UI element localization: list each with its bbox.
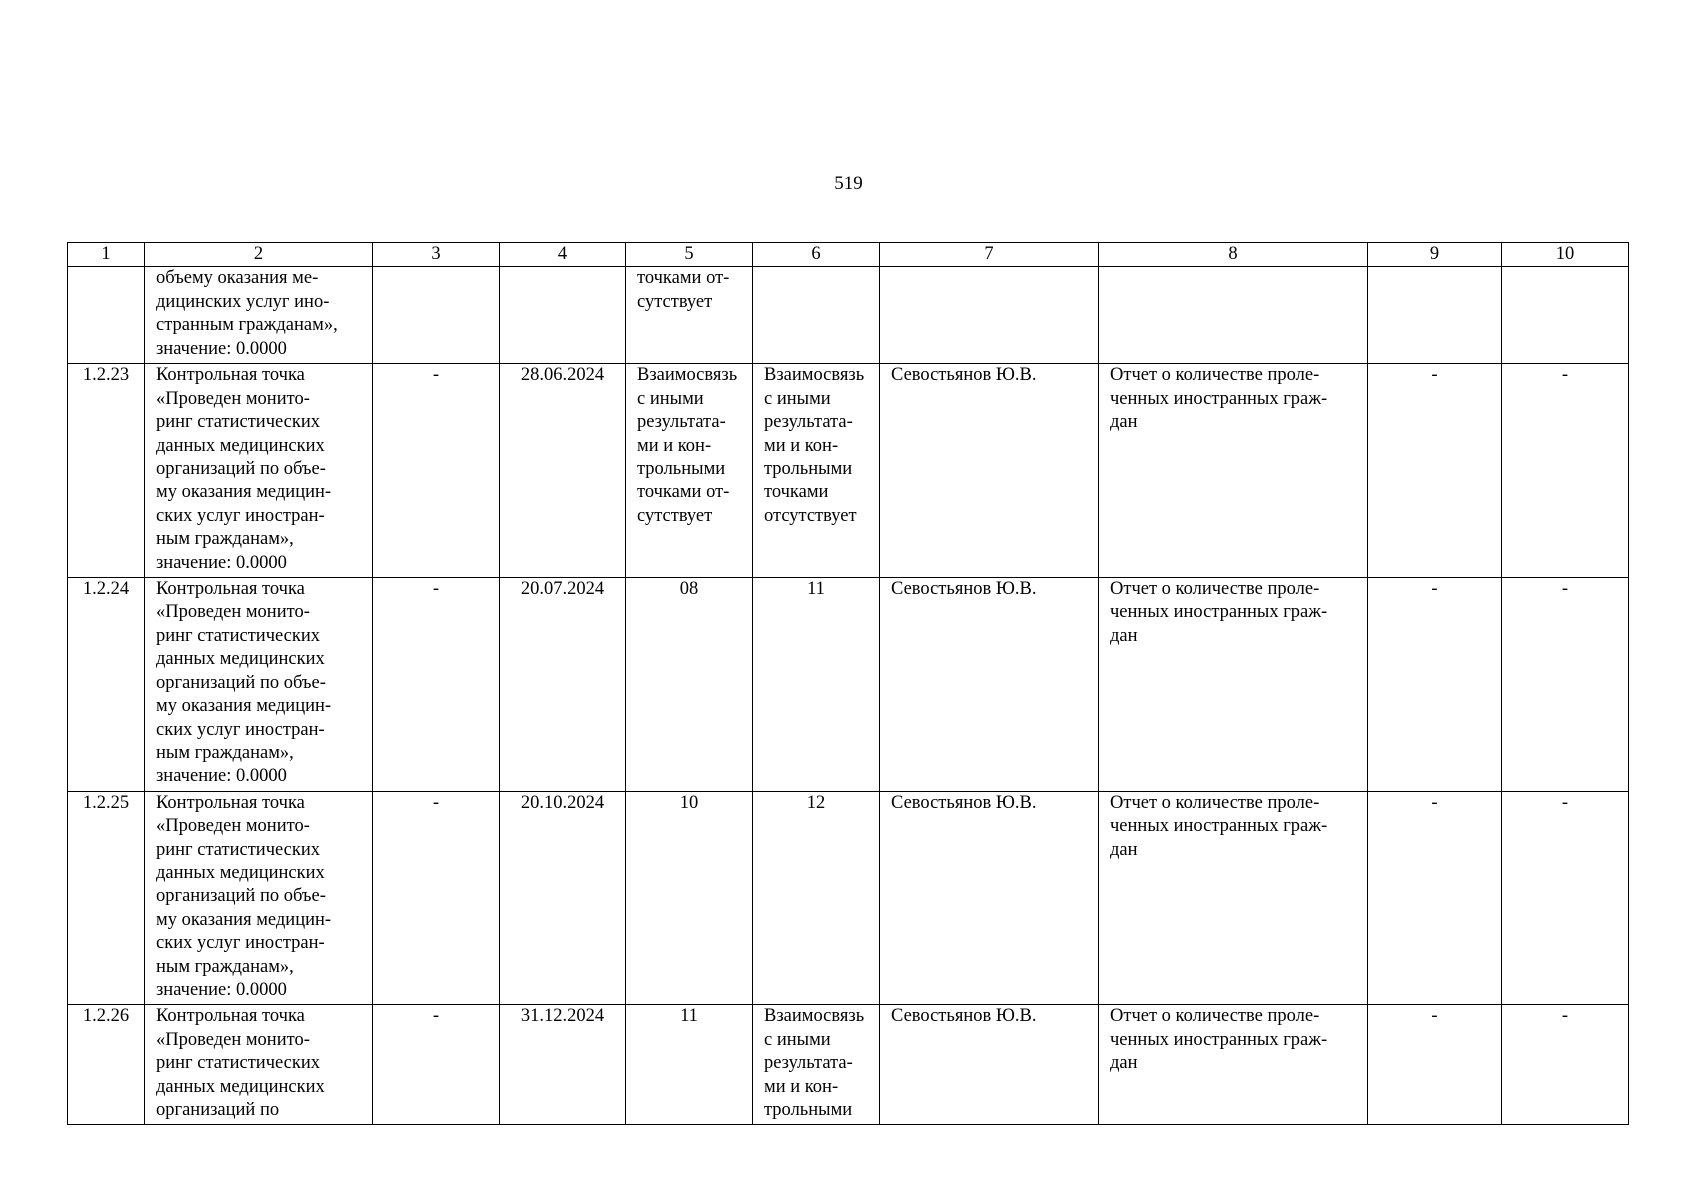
cell-col6: [753, 267, 880, 364]
cell-col6: Взаимосвязь с иными результата- ми и кон- трольными: [753, 1005, 880, 1125]
cell-document: Отчет о количестве проле- ченных иностранных граж- дан: [1099, 1005, 1368, 1125]
column-header: 10: [1502, 243, 1629, 267]
cell-col5: Взаимосвязь с иными результата- ми и кон- трольными точками от- сутствует: [626, 364, 753, 578]
cell-col10: [1502, 267, 1629, 364]
cell-number: 1.2.25: [68, 791, 145, 1005]
cell-col10: -: [1502, 791, 1629, 1005]
cell-number: 1.2.24: [68, 578, 145, 792]
cell-document: Отчет о количестве проле- ченных иностранных граж- дан: [1099, 791, 1368, 1005]
table-row: [68, 1005, 1629, 1125]
cell-col9: -: [1368, 578, 1502, 792]
cell-col10: -: [1502, 578, 1629, 792]
column-header: 9: [1368, 243, 1502, 267]
cell-responsible: Севостьянов Ю.В.: [880, 1005, 1099, 1125]
column-header: 1: [68, 243, 145, 267]
cell-number: [68, 267, 145, 364]
cell-document: [1099, 267, 1368, 364]
cell-col5: 10: [626, 791, 753, 1005]
table-row-continuation: [68, 267, 1629, 364]
cell-col3: -: [373, 791, 500, 1005]
column-header: 2: [145, 243, 373, 267]
column-header: 7: [880, 243, 1099, 267]
cell-responsible: [880, 267, 1099, 364]
cell-date: 31.12.2024: [500, 1005, 626, 1125]
cell-date: [500, 267, 626, 364]
cell-col5: 11: [626, 1005, 753, 1125]
cell-responsible: Севостьянов Ю.В.: [880, 364, 1099, 578]
cell-col9: -: [1368, 791, 1502, 1005]
cell-responsible: Севостьянов Ю.В.: [880, 578, 1099, 792]
cell-col6: 11: [753, 578, 880, 792]
table-row: [68, 578, 1629, 792]
cell-number: 1.2.26: [68, 1005, 145, 1125]
cell-col10: -: [1502, 1005, 1629, 1125]
column-header: 5: [626, 243, 753, 267]
column-header: 8: [1099, 243, 1368, 267]
cell-col5: 08: [626, 578, 753, 792]
column-header: 6: [753, 243, 880, 267]
column-header: 4: [500, 243, 626, 267]
cell-col10: -: [1502, 364, 1629, 578]
cell-col6: 12: [753, 791, 880, 1005]
page-number: 519: [834, 173, 863, 194]
cell-document: Отчет о количестве проле- ченных иностранных граж- дан: [1099, 578, 1368, 792]
cell-col3: -: [373, 578, 500, 792]
table-header-row: [68, 243, 1629, 267]
cell-number: 1.2.23: [68, 364, 145, 578]
cell-description: Контрольная точка «Проведен монито- ринг статистических данных медицинских организаций по объе- му оказания медицин- ских услуг иностран- ным гражданам», значение: 0.0000: [145, 791, 373, 1005]
cell-col6: Взаимосвязь с иными результата- ми и кон- трольными точками отсутствует: [753, 364, 880, 578]
cell-description: объему оказания ме- дицинских услуг ино- странным гражданам», значение: 0.0000: [145, 267, 373, 364]
cell-description: Контрольная точка «Проведен монито- ринг статистических данных медицинских организаций по: [145, 1005, 373, 1125]
cell-date: 20.10.2024: [500, 791, 626, 1005]
cell-col3: -: [373, 1005, 500, 1125]
cell-date: 20.07.2024: [500, 578, 626, 792]
cell-description: Контрольная точка «Проведен монито- ринг статистических данных медицинских организаций по объе- му оказания медицин- ских услуг иностран- ным гражданам», значение: 0.0000: [145, 578, 373, 792]
cell-date: 28.06.2024: [500, 364, 626, 578]
cell-col9: -: [1368, 1005, 1502, 1125]
cell-col9: [1368, 267, 1502, 364]
cell-document: Отчет о количестве проле- ченных иностранных граж- дан: [1099, 364, 1368, 578]
cell-col3: [373, 267, 500, 364]
cell-col9: -: [1368, 364, 1502, 578]
control-points-table: [67, 242, 1629, 1125]
cell-col5: точками от- сутствует: [626, 267, 753, 364]
cell-responsible: Севостьянов Ю.В.: [880, 791, 1099, 1005]
cell-description: Контрольная точка «Проведен монито- ринг статистических данных медицинских организаций по объе- му оказания медицин- ских услуг иностран- ным гражданам», значение: 0.0000: [145, 364, 373, 578]
table-row: [68, 364, 1629, 578]
cell-col3: -: [373, 364, 500, 578]
table-row: [68, 791, 1629, 1005]
column-header: 3: [373, 243, 500, 267]
